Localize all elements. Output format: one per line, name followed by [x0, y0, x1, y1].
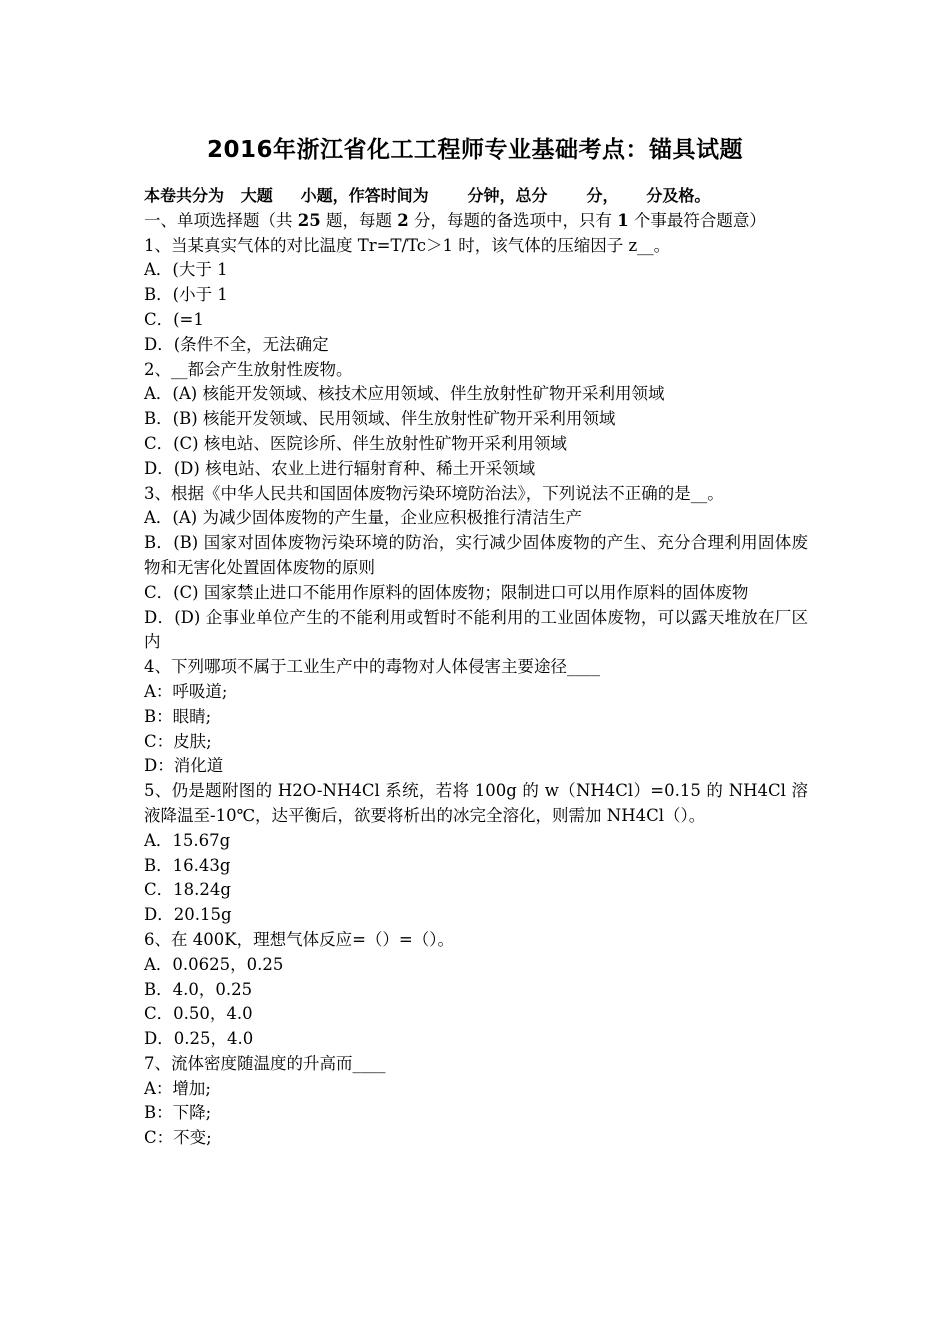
answer-option: C．(=1	[144, 309, 204, 329]
answer-option: C．18.24g	[144, 880, 231, 900]
answer-option: C．(C) 核电站、医院诊所、伴生放射性矿物开采利用领域	[144, 433, 567, 453]
answer-option: D．(D) 核电站、农业上进行辐射育种、稀土开采领域	[144, 458, 536, 478]
section-heading	[144, 209, 808, 234]
question	[144, 234, 808, 358]
answer-option: C．0.50，4.0	[144, 1004, 253, 1024]
answer-option: B：眼睛;	[144, 706, 212, 726]
document-title: 2016年浙江省化工工程师专业基础考点：锚具试题	[206, 137, 743, 163]
document-body	[144, 184, 808, 1151]
correct-answer-count: 1	[617, 210, 629, 230]
answer-option: B：下降;	[144, 1103, 212, 1123]
answer-option: C：不变;	[144, 1128, 212, 1148]
answer-option: B．4.0，0.25	[144, 979, 253, 999]
question	[144, 1052, 808, 1151]
question-stem: 2、__都会产生放射性废物。	[144, 359, 353, 379]
question-stem: 7、流体密度随温度的升高而____	[144, 1053, 386, 1073]
answer-option: D．(D) 企事业单位产生的不能利用或暂时不能利用的工业固体废物，可以露天堆放在厂区内	[144, 607, 808, 652]
points-per-question: 2	[397, 210, 409, 230]
answer-option: A．(大于 1	[144, 260, 228, 280]
question	[144, 779, 808, 928]
answer-option: C：皮肤;	[144, 731, 212, 751]
question	[144, 482, 808, 656]
answer-option: B．16.43g	[144, 855, 231, 875]
question	[144, 655, 808, 779]
answer-option: A．15.67g	[144, 830, 231, 850]
answer-option: D：消化道	[144, 756, 224, 776]
answer-option: A．0.0625，0.25	[144, 954, 284, 974]
answer-option: C．(C) 国家禁止进口不能用作原料的固体废物；限制进口可以用作原料的固体废物	[144, 582, 749, 602]
answer-option: D．(条件不全，无法确定	[144, 334, 329, 354]
answer-option: B．(B) 核能开发领域、民用领域、伴生放射性矿物开采利用领域	[144, 409, 616, 429]
section-heading-mid: 题，每题	[320, 210, 398, 230]
answer-option: B．(小于 1	[144, 285, 228, 305]
answer-option: D．0.25，4.0	[144, 1029, 254, 1049]
question-stem: 5、仍是题附图的 H2O-NH4Cl 系统，若将 100g 的 w（NH4Cl）=0.15 的 NH4Cl 溶液降温至-10℃，达平衡后，欲要将析出的冰完全溶化，则需加 NH4Cl（）。	[144, 781, 808, 825]
question-stem: 3、根据《中华人民共和国固体废物污染环境防治法》，下列说法不正确的是__。	[144, 483, 724, 503]
answer-option: A．(A) 核能开发领域、核技术应用领域、伴生放射性矿物开采利用领域	[144, 384, 665, 404]
question-stem: 1、当某真实气体的对比温度 Tr=T/Tc＞1 时，该气体的压缩因子 z__。	[144, 235, 671, 255]
question	[144, 358, 808, 482]
answer-option: A．(A) 为减少固体废物的产生量，企业应积极推行清洁生产	[144, 508, 582, 528]
answer-option: A：增加;	[144, 1078, 211, 1098]
section-heading-tail: 个事最符合题意）	[628, 210, 766, 230]
answer-option: A：呼吸道;	[144, 681, 228, 701]
question	[144, 928, 808, 1052]
answer-option: D．20.15g	[144, 905, 232, 925]
question-stem: 4、下列哪项不属于工业生产中的毒物对人体侵害主要途径____	[144, 657, 600, 677]
exam-intro: 本卷共分为 大题 小题，作答时间为 分钟，总分 分， 分及格。	[144, 186, 711, 205]
section-heading-post: 分，每题的备选项中，只有	[408, 210, 618, 230]
question-stem: 6、在 400K，理想气体反应=（）=（）。	[144, 929, 454, 949]
answer-option: B．(B) 国家对固体废物污染环境的防治，实行减少固体废物的产生、充分合理利用固体废物和无害化处置固体废物的原则	[144, 533, 808, 577]
question-count: 25	[297, 210, 321, 230]
section-heading-pre: 一、单项选择题（共	[144, 210, 298, 230]
